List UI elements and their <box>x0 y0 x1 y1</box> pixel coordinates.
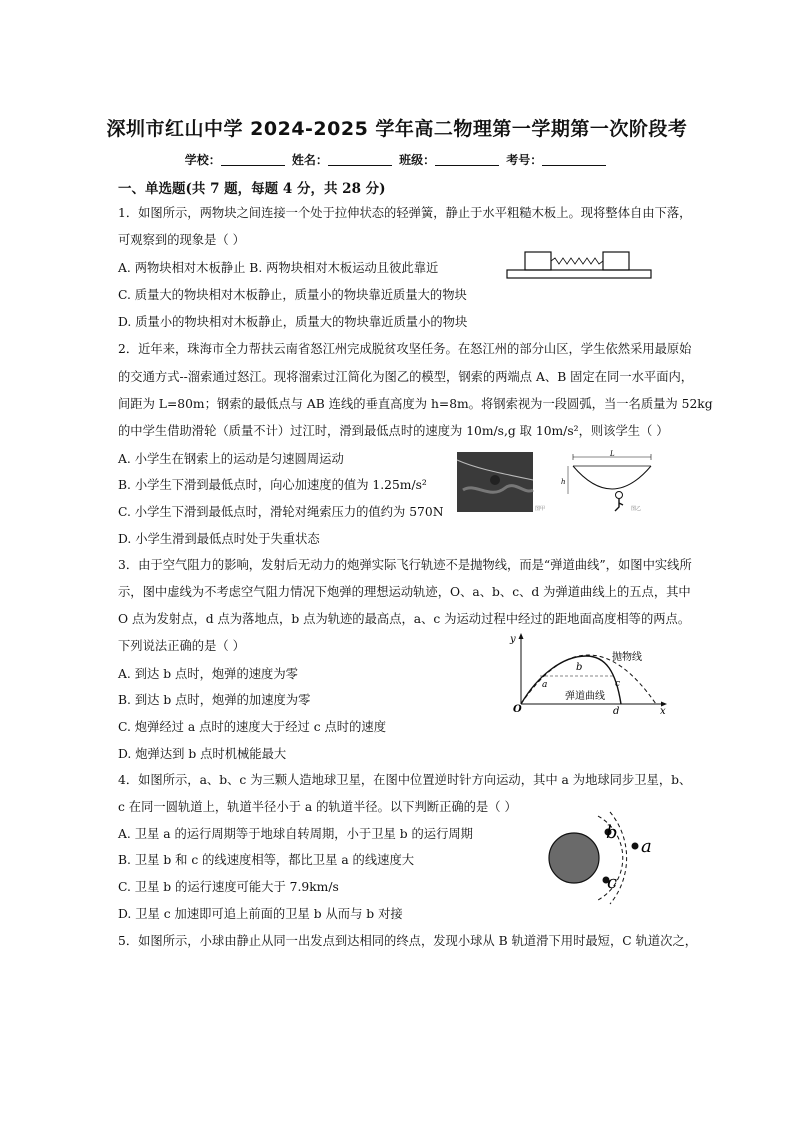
q3-stem-line3: O 点为发射点，d 点为落地点，b 点为轨迹的最高点，a、c 为运动过程中经过的距地面高度相等的两点。 <box>118 612 691 626</box>
q3-option-c: C. 炮弹经过 a 点时的速度大于经过 c 点时的速度 <box>118 720 386 734</box>
q4-satellite-figure <box>540 810 665 910</box>
x-label: x <box>660 706 666 716</box>
q2-zipline-figures <box>455 450 655 518</box>
q1-option-c: C. 质量大的物块相对木板静止，质量小的物块靠近质量大的物块 <box>118 288 467 302</box>
pulley <box>616 492 623 499</box>
q3-option-b: B. 到达 b 点时，炮弹的加速度为零 <box>118 693 311 707</box>
label-a: a <box>641 836 652 857</box>
q4-option-d: D. 卫星 c 加速即可追上前面的卫星 b 从而与 b 对接 <box>118 907 403 921</box>
origin-label: O <box>513 704 522 715</box>
fig-yi-label: 图乙 <box>631 506 642 512</box>
point-d-label: d <box>613 706 620 716</box>
point-c-label: c <box>615 679 621 689</box>
q4-option-b: B. 卫星 b 和 c 的线速度相等，都比卫星 a 的线速度大 <box>118 853 415 867</box>
student-info-line <box>0 151 794 168</box>
q4-stem-line1: 4．如图所示，a、b、c 为三颗人造地球卫星，在图中位置逆时针方向运动，其中 a 为地球同步卫星，b、 <box>118 773 692 787</box>
class-label: 班级： <box>399 153 436 167</box>
ballistic-label: 弹道曲线 <box>565 691 605 702</box>
label-b: b <box>606 822 618 843</box>
spring <box>551 258 603 264</box>
student-figure <box>615 499 623 511</box>
q2-stem-line2: 的交通方式--溜索通过怒江。现将溜索过江简化为图乙的模型，钢索的两端点 A、B 固定在同一水平面内， <box>118 370 694 384</box>
q3-stem-line1: 3．由于空气阻力的影响，发射后无动力的炮弹实际飞行轨迹不是抛物线，而是“弹道曲线”，如图中实线所 <box>118 558 692 572</box>
parabola-label: 抛物线 <box>612 652 642 663</box>
q1-stem-line1: 1．如图所示，两物块之间连接一个处于拉伸状态的轻弹簧，静止于水平粗糙木板上。现将整体自由下落， <box>118 206 692 220</box>
q1-stem-line2: 可观察到的现象是（ ） <box>118 233 245 247</box>
q2-stem-line3: 间距为 L=80m；钢索的最低点与 AB 连线的垂直高度为 h=8m。将钢索视为一段圆弧，当一名质量为 52kg <box>118 397 713 411</box>
class-blank[interactable] <box>435 153 499 166</box>
q3-option-a: A. 到达 b 点时，炮弹的速度为零 <box>118 667 298 681</box>
q3-stem-line2: 示，图中虚线为不考虑空气阻力情况下炮弹的理想运动轨迹，O、a、b、c、d 为弹道曲线上的五点，其中 <box>118 585 691 599</box>
q5-stem-line1: 5．如图所示，小球由静止从同一出发点到达相同的终点，发现小球从 B 轨道滑下用时最短，C 轨道次之， <box>118 934 698 948</box>
y-label: y <box>510 634 516 645</box>
fig-l-label: L <box>610 450 615 458</box>
q2-option-d: D. 小学生滑到最低点时处于失重状态 <box>118 532 320 546</box>
school-blank[interactable] <box>221 153 285 166</box>
q2-option-a: A. 小学生在钢索上的运动是匀速圆周运动 <box>118 452 344 466</box>
y-arrow <box>519 633 524 639</box>
exam-title: 深圳市红山中学 2024-2025 学年高二物理第一学期第一次阶段考 <box>106 118 688 140</box>
exam-number-blank[interactable] <box>542 153 606 166</box>
right-block <box>603 252 629 270</box>
fig-h-label: h <box>561 478 566 486</box>
q3-stem-line4: 下列说法正确的是（ ） <box>118 639 245 653</box>
name-label: 姓名： <box>291 153 328 167</box>
exam-number-label: 考号： <box>506 153 543 167</box>
q2-stem-line1: 2．近年来，珠海市全力帮扶云南省怒江州完成脱贫攻坚任务。在怒江州的部分山区，学生依然采用最原始 <box>118 342 692 356</box>
photo-student <box>490 475 500 485</box>
q3-option-d: D. 炮弹达到 b 点时机械能最大 <box>118 747 287 761</box>
q3-ballistic-figure <box>508 630 670 716</box>
label-c: c <box>607 872 618 893</box>
fig-jia-label: 图甲 <box>535 506 546 512</box>
school-label: 学校： <box>184 153 221 167</box>
section-heading: 一、单选题(共 7 题，每题 4 分，共 28 分) <box>118 181 386 197</box>
q2-stem-line4: 的中学生借助滑轮（质量不计）过江时，滑到最低点时的速度为 10m/s,g 取 10m/s²，则该学生（ ） <box>118 424 669 438</box>
cable-arc <box>573 466 651 489</box>
board <box>507 270 651 278</box>
point-a-label: a <box>542 680 548 690</box>
q1-option-ab: A. 两物块相对木板静止 B. 两物块相对木板运动且彼此靠近 <box>118 261 439 275</box>
point-b-label: b <box>576 662 583 673</box>
q2-option-c: C. 小学生下滑到最低点时，滑轮对绳索压力的值约为 570N <box>118 505 444 519</box>
satellite-a <box>632 843 639 850</box>
q2-option-b: B. 小学生下滑到最低点时，向心加速度的值为 1.25m/s² <box>118 478 427 492</box>
q4-option-a: A. 卫星 a 的运行周期等于地球自转周期，小于卫星 b 的运行周期 <box>118 827 473 841</box>
q1-option-d: D. 质量小的物块相对木板静止，质量大的物块靠近质量小的物块 <box>118 315 468 329</box>
q1-spring-blocks-figure <box>505 246 655 282</box>
name-blank[interactable] <box>328 153 392 166</box>
earth <box>549 833 599 883</box>
q4-option-c: C. 卫星 b 的运行速度可能大于 7.9km/s <box>118 880 339 894</box>
q4-stem-line2: c 在同一圆轨道上，轨道半径小于 a 的轨道半径。以下判断正确的是（ ） <box>118 800 517 814</box>
left-block <box>525 252 551 270</box>
